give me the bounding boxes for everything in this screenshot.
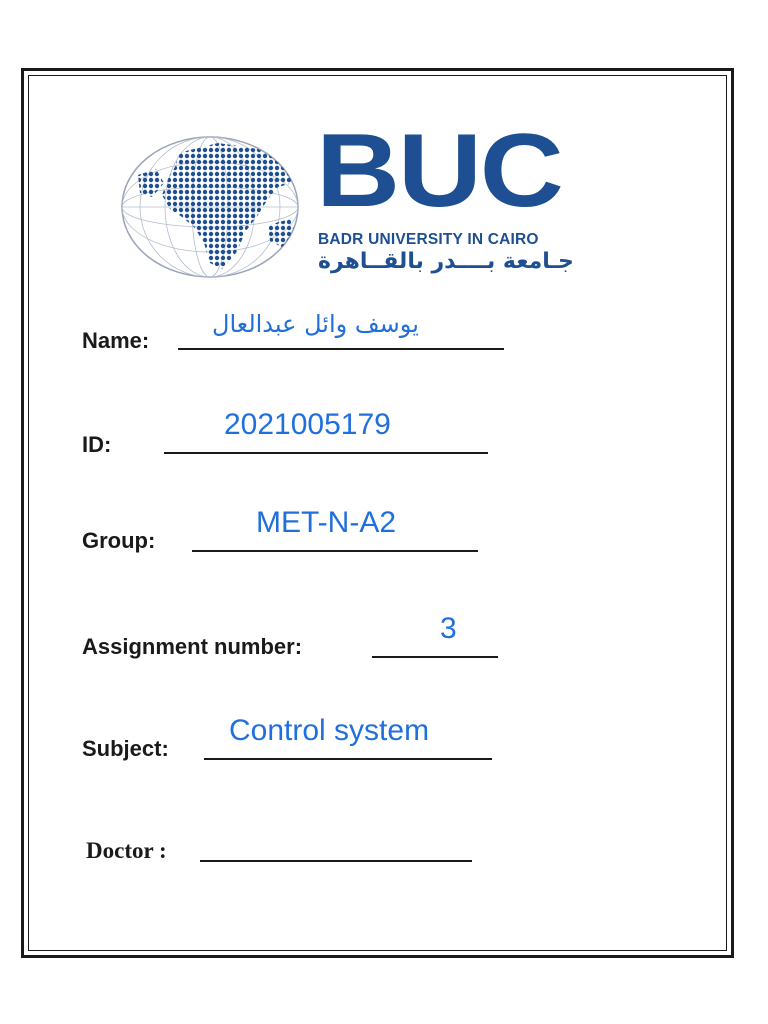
subject-value[interactable]: Control system: [229, 714, 430, 747]
name-value[interactable]: يوسف وائل عبدالعال: [212, 310, 419, 338]
field-doctor: [86, 816, 516, 863]
university-name-arabic: جـامعة بــــدر بالقــاهرة: [318, 249, 574, 274]
subject-label: Subject:: [82, 736, 169, 761]
doctor-line: [200, 860, 472, 862]
id-line: [164, 452, 488, 454]
university-logo: [118, 113, 638, 285]
field-assignment: [82, 612, 512, 659]
id-value[interactable]: 2021005179: [224, 408, 391, 441]
group-label: Group:: [82, 528, 156, 553]
assignment-value[interactable]: 3: [440, 612, 457, 645]
subject-line: [204, 758, 492, 760]
assignment-line: [372, 656, 498, 658]
group-value[interactable]: MET-N-A2: [256, 506, 397, 539]
id-label: ID:: [82, 432, 112, 457]
brand-wordmark: BUC: [316, 113, 562, 229]
field-id: [82, 408, 502, 457]
name-line: [178, 348, 504, 350]
group-line: [192, 550, 478, 552]
doctor-label: Doctor :: [86, 838, 167, 863]
assignment-label: Assignment number:: [82, 634, 303, 659]
field-group: [82, 506, 502, 553]
field-name: [82, 310, 512, 353]
field-subject: [82, 714, 512, 761]
globe-icon: [118, 135, 303, 280]
university-name-english: BADR UNIVERSITY IN CAIRO: [318, 231, 539, 248]
name-label: Name:: [82, 328, 150, 353]
